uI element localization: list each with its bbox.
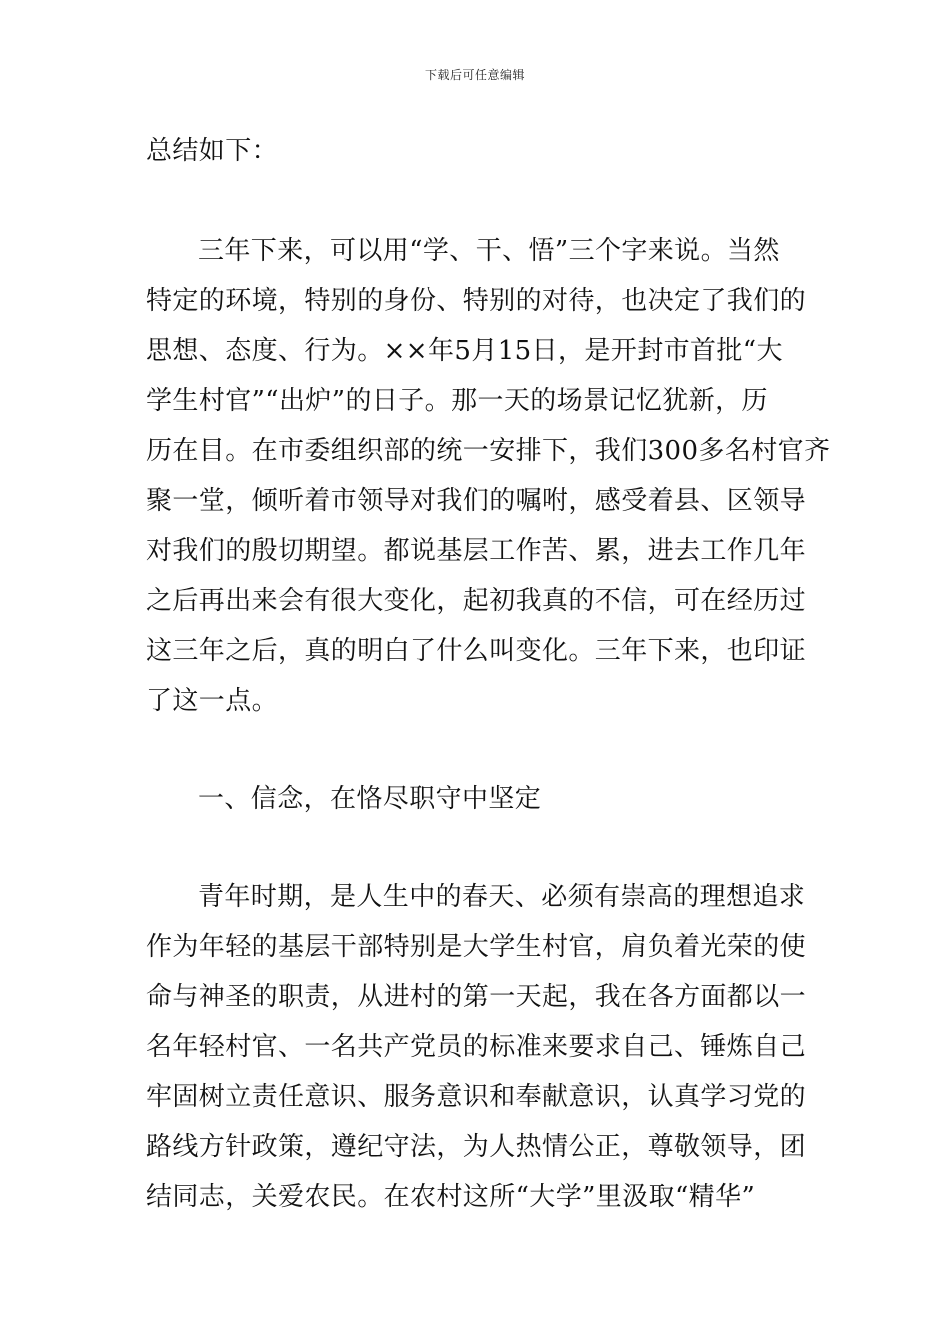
text-line: 了这一点。 bbox=[146, 686, 279, 716]
text-line: 结同志，关爱农民。在农村这所“大学”里汲取“精华” bbox=[146, 1182, 756, 1212]
text-line: 思想、态度、行为。××年5月15日，是开封市首批“大 bbox=[146, 336, 783, 366]
text-line: 路线方针政策，遵纪守法，为人热情公正，尊敬领导，团 bbox=[146, 1132, 807, 1162]
text-line: 命与神圣的职责，从进村的第一天起，我在各方面都以一 bbox=[146, 982, 807, 1012]
text-line: 历在目。在市委组织部的统一安排下，我们300多名村官齐 bbox=[146, 436, 831, 466]
text-line: 聚一堂，倾听着市领导对我们的嘱咐，感受着县、区领导 bbox=[146, 486, 807, 516]
text-line: 青年时期，是人生中的春天、必须有崇高的理想追求 bbox=[198, 882, 806, 912]
text-line: 特定的环境，特别的身份、特别的对待，也决定了我们的 bbox=[146, 286, 807, 316]
text-line: 对我们的殷切期望。都说基层工作苦、累，进去工作几年 bbox=[146, 536, 807, 566]
text-line: 这三年之后，真的明白了什么叫变化。三年下来，也印证 bbox=[146, 636, 807, 666]
text-line: 名年轻村官、一名共产党员的标准来要求自己、锤炼自己 bbox=[146, 1032, 807, 1062]
page-header-note: 下载后可任意编辑 bbox=[424, 68, 525, 82]
section-heading: 一、信念，在恪尽职守中坚定 bbox=[198, 784, 542, 814]
text-line: 之后再出来会有很大变化，起初我真的不信，可在经历过 bbox=[146, 586, 807, 616]
text-line: 牢固树立责任意识、服务意识和奉献意识，认真学习党的 bbox=[146, 1082, 807, 1112]
text-line: 总结如下： bbox=[146, 136, 279, 166]
text-line: 学生村官”“出炉”的日子。那一天的场景记忆犹新，历 bbox=[146, 386, 768, 416]
text-line: 作为年轻的基层干部特别是大学生村官，肩负着光荣的使 bbox=[146, 932, 807, 962]
text-line: 三年下来，可以用“学、干、悟”三个字来说。当然 bbox=[198, 236, 780, 266]
